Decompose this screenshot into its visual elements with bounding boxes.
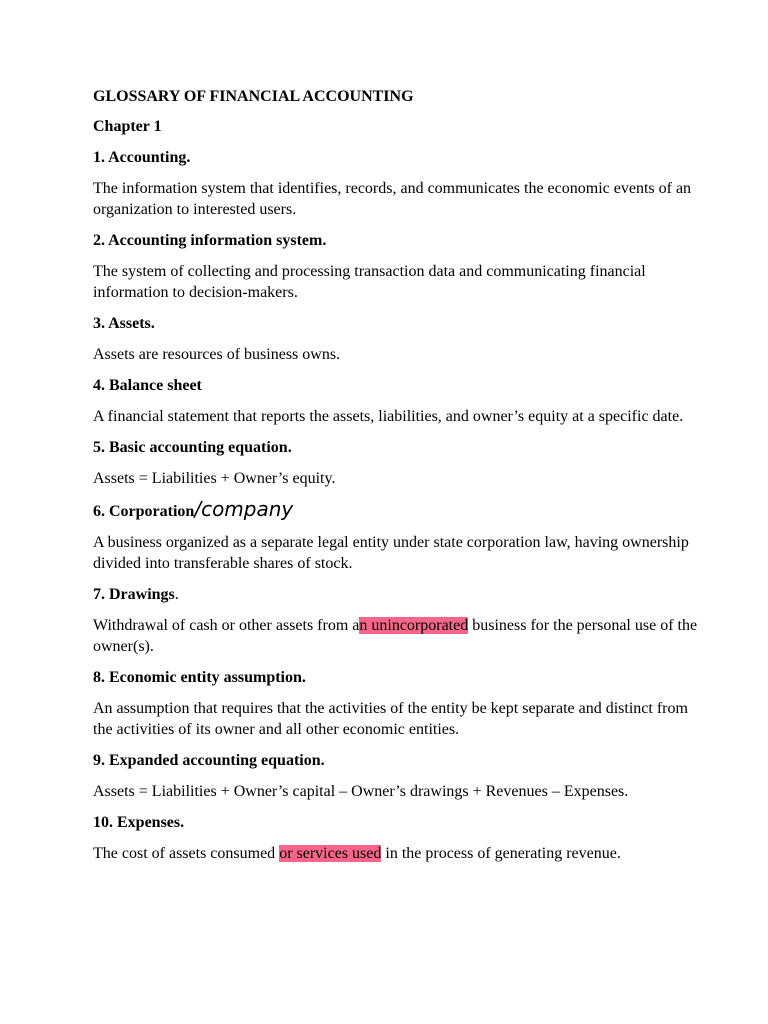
glossary-term: 1. Accounting. <box>93 149 191 166</box>
term-suffix: . <box>174 586 179 603</box>
definition-text: business for the personal use of the owner(s). <box>93 617 698 655</box>
glossary-term: 6. Corporation <box>93 503 195 520</box>
definition-text: Withdrawal of cash or other assets from a <box>93 617 360 634</box>
definition-text: in the process of generating revenue. <box>381 845 621 862</box>
glossary-definition: A financial statement that reports the assets, liabilities, and owner’s equity at a specific date. <box>93 408 684 425</box>
handwritten-annotation: /company <box>194 497 294 521</box>
glossary-definition: An assumption that requires that the activities of the entity be kept separate and distinct from the activities of its owner and all other economic entities. <box>93 700 688 738</box>
glossary-term: 3. Assets. <box>93 315 155 332</box>
glossary-definition: The information system that identifies, records, and communicates the economic events of an organization to interested users. <box>93 180 692 218</box>
glossary-term: 5. Basic accounting equation. <box>93 439 292 456</box>
definition-text: The cost of assets consumed <box>93 845 280 862</box>
glossary-term: 10. Expenses. <box>93 814 185 831</box>
highlighted-text: n unincorporated <box>359 617 469 634</box>
chapter-heading: Chapter 1 <box>93 118 162 135</box>
glossary-term-row <box>93 499 708 522</box>
glossary-term: 2. Accounting information system. <box>93 232 327 249</box>
glossary-definition: Assets = Liabilities + Owner’s equity. <box>93 470 336 487</box>
glossary-term: 8. Economic entity assumption. <box>93 669 306 686</box>
glossary-term: 4. Balance sheet <box>93 377 202 394</box>
glossary-definition: Assets = Liabilities + Owner’s capital – Owner’s drawings + Revenues – Expenses. <box>93 783 629 800</box>
glossary-definition: Assets are resources of business owns. <box>93 346 341 363</box>
glossary-definition: The system of collecting and processing transaction data and communicating financial information to decision-makers. <box>93 263 646 301</box>
glossary-definition <box>93 843 708 864</box>
highlighted-text: or services used <box>279 845 382 862</box>
document-title: GLOSSARY OF FINANCIAL ACCOUNTING <box>93 88 414 105</box>
glossary-term-row <box>93 584 708 605</box>
glossary-term: 9. Expanded accounting equation. <box>93 752 325 769</box>
glossary-term: 7. Drawings <box>93 586 175 603</box>
glossary-definition <box>93 615 708 657</box>
glossary-definition: A business organized as a separate legal entity under state corporation law, having ownership divided into transferable shares of stock. <box>93 534 689 572</box>
